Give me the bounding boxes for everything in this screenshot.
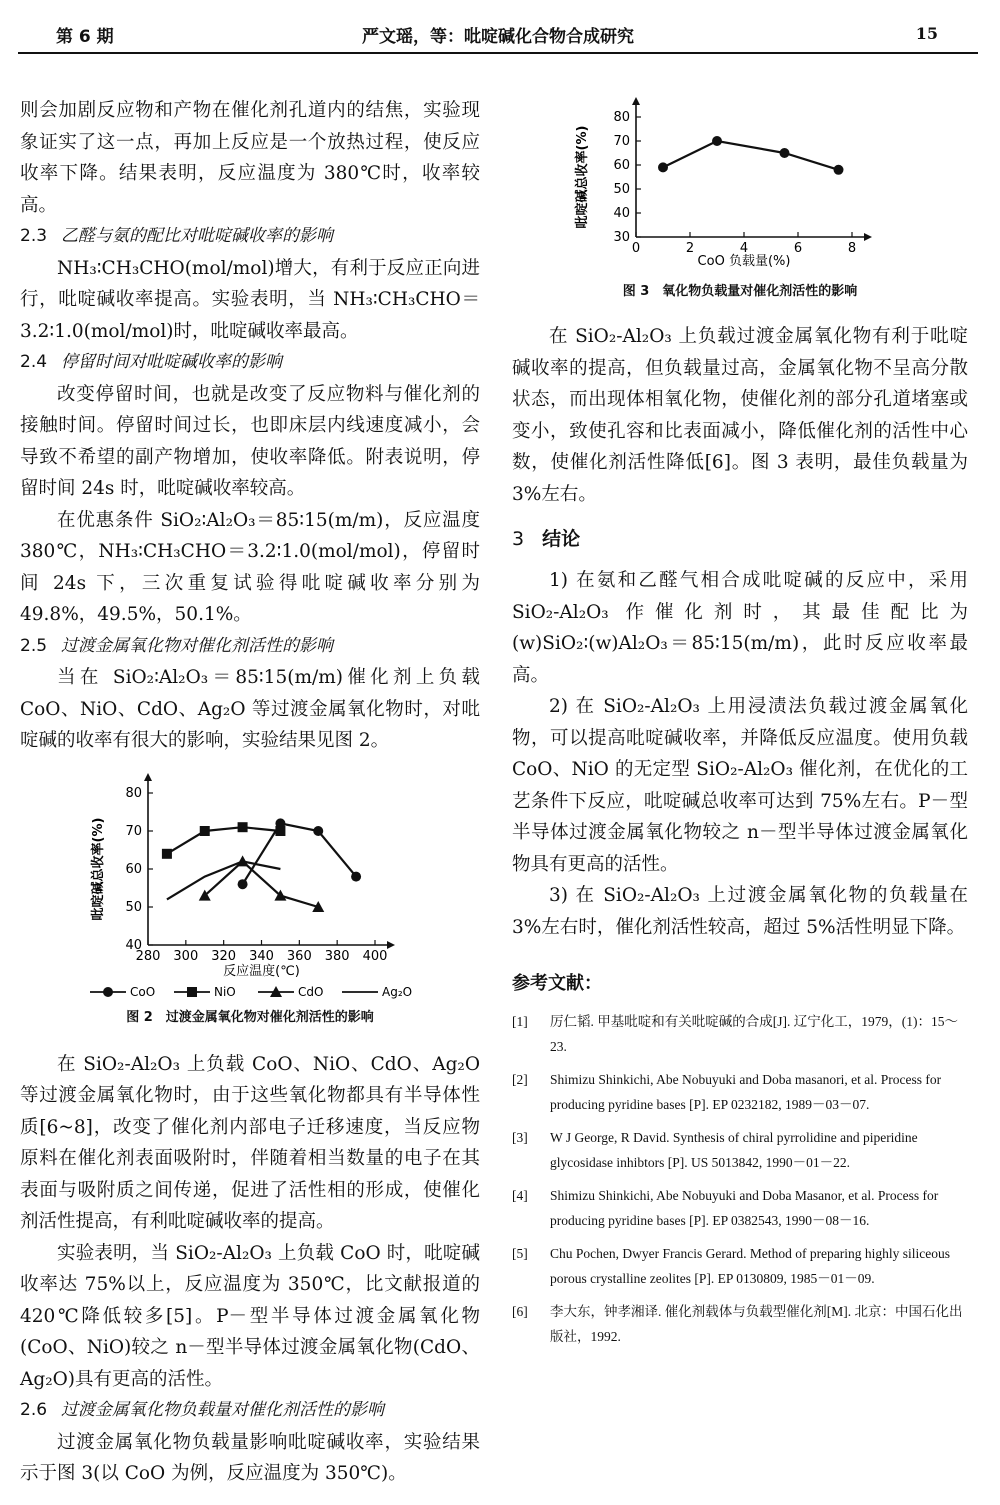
y-axis-arrow bbox=[632, 97, 640, 105]
x-axis-arrow bbox=[387, 941, 395, 949]
x-tick-label: 6 bbox=[793, 241, 803, 256]
paragraph: 在优惠条件 SiO₂∶Al₂O₃＝85∶15(m/m)，反应温度 380℃，NH₃∶CH₃CHO＝3.2∶1.0(mol/mol)，停留时间 24s 下，三次重复试验得吡啶碱收率分别为 49.8%，49.5%，50.1%。 bbox=[20, 509, 480, 625]
right-column bbox=[512, 92, 968, 1357]
paragraph: 实验表明，当 SiO₂-Al₂O₃ 上负载 CoO 时，吡啶碱收率达 75%以上，反应温度为 350℃，比文献报道的 420℃降低较多[5]。P－型半导体过渡金属氧化物(CoO、NiO)较之 n－型半导体过渡金属氧化物(CdO、Ag₂O)具有更高的活性。 bbox=[20, 1242, 480, 1390]
paragraph: 在 SiO₂-Al₂O₃ 上负载 CoO、NiO、CdO、Ag₂O 等过渡金属氧化物时，由于这些氧化物都具有半导体性质[6~8]，改变了催化剂内部电子迁移速度，当反应物原料在催化剂表面吸附时，伴随着相当数量的电子在其表面与吸附质之间传递，促进了活性相的形成，使催化剂活性提高，有利吡啶碱收率的提高。 bbox=[20, 1053, 480, 1232]
reference-number: [1] bbox=[512, 1014, 528, 1029]
x-tick-label: 300 bbox=[173, 948, 199, 964]
paragraph: 则会加剧反应物和产物在催化剂孔道内的结焦，实验现象证实了这一点，再加上反应是一个放热过程，使反应收率下降。结果表明，反应温度为 380℃时，收率较高。 bbox=[20, 100, 480, 216]
paragraph: 当在 SiO₂∶Al₂O₃＝85∶15(m/m)催化剂上负载 CoO、NiO、CdO、Ag₂O 等过渡金属氧化物时，对吡啶碱的收率有很大的影响，实验结果见图 2。 bbox=[20, 667, 480, 751]
x-tick-label: 400 bbox=[362, 948, 388, 964]
left-column bbox=[20, 95, 480, 1490]
legend-label: CdO bbox=[298, 984, 324, 999]
data-point-circle bbox=[834, 165, 844, 175]
y-tick-label: 80 bbox=[613, 110, 630, 125]
series-line-0 bbox=[663, 141, 839, 170]
data-point-square bbox=[200, 826, 210, 836]
running-title: 严文瑶，等：吡啶碱化合物合成研究 bbox=[362, 27, 634, 47]
y-tick-label: 40 bbox=[613, 206, 630, 221]
running-header bbox=[18, 12, 978, 54]
conclusion-3: 3) 在 SiO₂-Al₂O₃ 上过渡金属氧化物的负载量在 3%左右时，催化剂活性较高，超过 5%活性明显下降。 bbox=[512, 885, 968, 938]
x-tick-label: 2 bbox=[685, 241, 695, 256]
references-list bbox=[512, 1009, 968, 1349]
x-axis-label: 反应温度(℃) bbox=[223, 963, 300, 979]
y-tick-label: 50 bbox=[613, 182, 630, 197]
reference-item bbox=[512, 1009, 968, 1059]
y-tick-label: 80 bbox=[125, 785, 142, 801]
series-line-CdO bbox=[205, 861, 319, 907]
issue-number: 第 6 期 bbox=[56, 27, 114, 47]
y-tick-label: 70 bbox=[125, 823, 142, 839]
figure-3-caption: 图 3 氧化物负载量对催化剂活性的影响 bbox=[622, 284, 858, 299]
data-point-circle bbox=[712, 136, 722, 146]
x-axis-arrow bbox=[864, 233, 872, 241]
data-point-circle bbox=[238, 879, 248, 889]
section-heading-2-4: 2.4 停留时间对吡啶碱收率的影响 bbox=[20, 352, 283, 372]
section-heading-3: 3 结论 bbox=[512, 528, 581, 550]
x-axis-label: CoO 负载量(%) bbox=[697, 254, 791, 269]
data-point-circle bbox=[313, 826, 323, 836]
data-point-square bbox=[187, 987, 197, 997]
section-heading-2-3: 2.3 乙醛与氨的配比对吡啶碱收率的影响 bbox=[20, 226, 334, 246]
reference-text: Shimizu Shinkichi, Abe Nobuyuki and Doba Masanor, et al. Process for producing pyridine bases [P]. EP 0382543, 1990－08－16. bbox=[550, 1188, 939, 1228]
paragraph: 改变停留时间，也就是改变了反应物料与催化剂的接触时间。停留时间过长，也即床层内线速度减小，会导致不希望的副产物增加，使收率降低。附表说明，停留时间 24s 时，吡啶碱收率较高。 bbox=[20, 383, 480, 499]
reference-number: [2] bbox=[512, 1072, 528, 1087]
legend-label: CoO bbox=[130, 984, 156, 999]
y-tick-label: 70 bbox=[613, 134, 630, 149]
reference-item bbox=[512, 1299, 968, 1349]
figure-3-chart bbox=[512, 92, 968, 274]
y-axis-arrow bbox=[144, 773, 152, 781]
conclusion-1: 1) 在氨和乙醛气相合成吡啶碱的反应中，采用 SiO₂-Al₂O₃ 作催化剂时，其最佳配比为(w)SiO₂∶(w)Al₂O₃＝85∶15(m/m)，此时反应收率最高。 bbox=[512, 570, 968, 686]
paragraph: 在 SiO₂-Al₂O₃ 上负载过渡金属氧化物有利于吡啶碱收率的提高，但负载量过高，金属氧化物不呈高分散状态，而出现体相氧化物，使催化剂的部分孔道堵塞或变小，致使孔容和比表面减小，降低催化剂的活性中心数，使催化剂活性降低[6]。图 3 表明，最佳负载量为 3%左右。 bbox=[512, 326, 968, 505]
conclusion-2: 2) 在 SiO₂-Al₂O₃ 上用浸渍法负载过渡金属氧化物，可以提高吡啶碱收率，并降低反应温度。使用负载 CoO、NiO 的无定型 SiO₂-Al₂O₃ 催化剂，在优化的工艺条件下反应，吡啶碱总收率可达到 75%左右。P－型半导体过渡金属氧化物较之 n－型半导体过渡金属氧化物具有更高的活性。 bbox=[512, 696, 968, 875]
reference-number: [4] bbox=[512, 1188, 528, 1203]
reference-text: W J George, R David. Synthesis of chiral pyrrolidine and piperidine glycosidase inhibtors [P]. US 5013842, 1990－01－22. bbox=[550, 1130, 918, 1170]
y-tick-label: 60 bbox=[125, 861, 142, 877]
legend-label: Ag₂O bbox=[382, 984, 413, 999]
data-point-circle bbox=[351, 871, 361, 881]
reference-text: Shimizu Shinkichi, Abe Nobuyuki and Doba masanori, et al. Process for producing pyridine bases [P]. EP 0232182, 1989－03－07. bbox=[550, 1072, 942, 1112]
reference-text: 厉仁韬. 甲基吡啶和有关吡啶碱的合成[J]. 辽宁化工，1979，(1)：15～23. bbox=[550, 1014, 958, 1054]
series-line-CoO bbox=[243, 823, 357, 884]
figure-2-chart bbox=[20, 765, 480, 1000]
paragraph: NH₃∶CH₃CHO(mol/mol)增大，有利于反应正向进行，吡啶碱收率提高。实验表明，当 NH₃∶CH₃CHO＝3.2∶1.0(mol/mol)时，吡啶碱收率最高。 bbox=[20, 257, 480, 342]
reference-item bbox=[512, 1241, 968, 1291]
data-point-circle bbox=[658, 162, 668, 172]
data-point-circle bbox=[780, 148, 790, 158]
data-point-square bbox=[238, 822, 248, 832]
y-axis-label: 吡啶碱总收率(%) bbox=[575, 125, 590, 229]
x-tick-label: 0 bbox=[631, 241, 641, 256]
reference-text: Chu Pochen, Dwyer Francis Gerard. Method of preparing highly siliceous porous crystalline zeolites [P]. EP 0130809, 1985－01－09. bbox=[550, 1246, 951, 1286]
reference-text: 李大东，钟孝湘译. 催化剂载体与负载型催化剂[M]. 北京：中国石化出版社，1992. bbox=[550, 1304, 963, 1344]
x-tick-label: 360 bbox=[286, 948, 312, 964]
references-title: 参考文献： bbox=[512, 973, 602, 994]
paragraph: 过渡金属氧化物负载量影响吡啶碱收率，实验结果示于图 3(以 CoO 为例，反应温度为 350℃)。 bbox=[20, 1431, 480, 1484]
x-tick-label: 280 bbox=[135, 948, 161, 964]
y-tick-label: 60 bbox=[613, 158, 630, 173]
figure-2 bbox=[20, 765, 480, 1025]
x-tick-label: 380 bbox=[324, 948, 350, 964]
reference-item bbox=[512, 1125, 968, 1175]
legend-label: NiO bbox=[214, 984, 236, 999]
x-tick-label: 320 bbox=[211, 948, 237, 964]
section-heading-2-5: 2.5 过渡金属氧化物对催化剂活性的影响 bbox=[20, 635, 334, 656]
y-tick-label: 50 bbox=[125, 899, 142, 915]
reference-number: [5] bbox=[512, 1246, 528, 1261]
x-tick-label: 340 bbox=[249, 948, 274, 964]
page-number: 15 bbox=[915, 24, 938, 43]
figure-3 bbox=[512, 92, 968, 299]
data-point-circle bbox=[103, 987, 113, 997]
reference-item bbox=[512, 1067, 968, 1117]
data-point-square bbox=[275, 826, 285, 836]
reference-number: [6] bbox=[512, 1304, 528, 1319]
y-axis-label: 吡啶碱总收率(%) bbox=[91, 817, 106, 920]
data-point-square bbox=[162, 848, 172, 858]
x-tick-label: 4 bbox=[739, 241, 749, 256]
figure-2-caption: 图 2 过渡金属氧化物对催化剂活性的影响 bbox=[126, 1009, 374, 1025]
reference-item bbox=[512, 1183, 968, 1233]
reference-number: [3] bbox=[512, 1130, 528, 1145]
y-tick-label: 30 bbox=[613, 230, 630, 245]
x-tick-label: 8 bbox=[847, 241, 857, 256]
y-tick-label: 40 bbox=[125, 937, 142, 953]
section-heading-2-6: 2.6 过渡金属氧化物负载量对催化剂活性的影响 bbox=[20, 1400, 385, 1420]
